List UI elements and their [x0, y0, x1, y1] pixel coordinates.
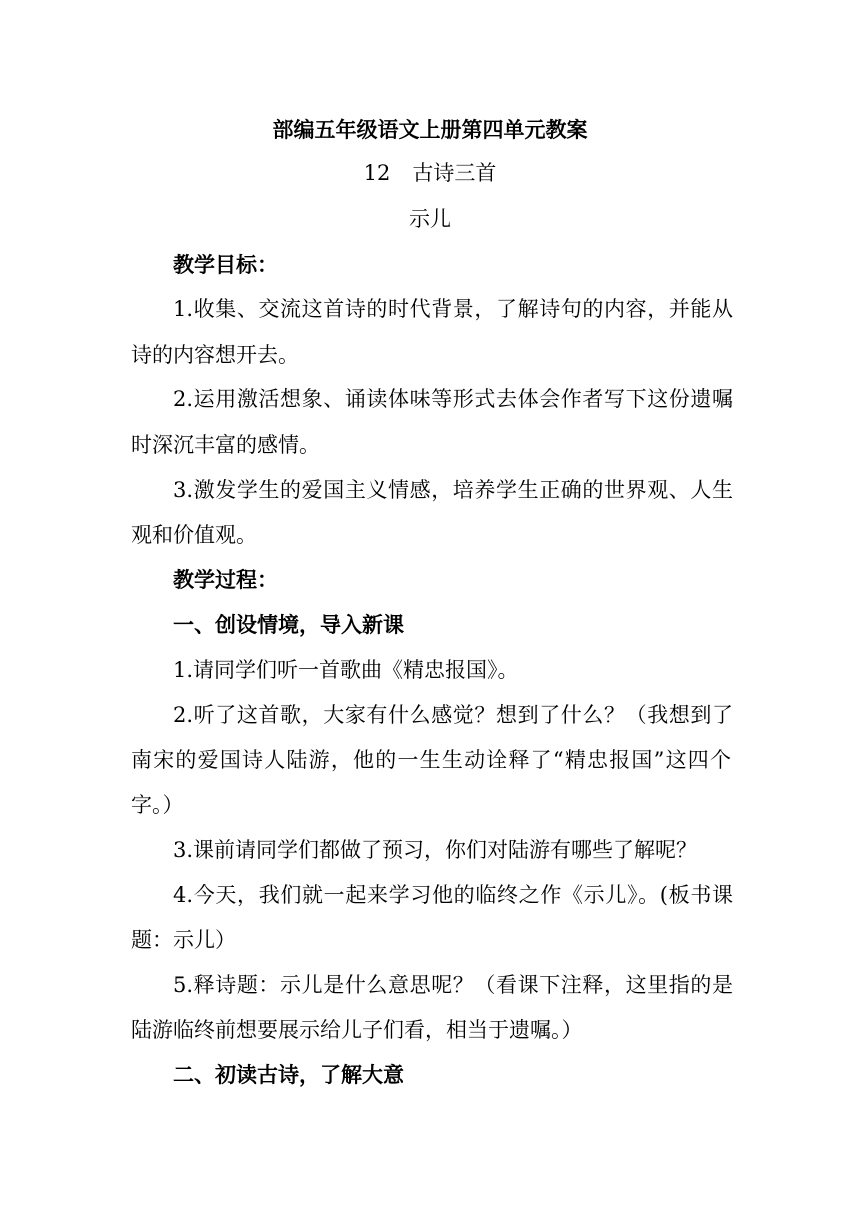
section-1-item-3: 3.课前请同学们都做了预习，你们对陆游有哪些了解呢？ [173, 838, 698, 862]
section-1-item-4-line-1: 4.今天，我们就一起来学习他的临终之作《示儿》。(板书课 [173, 883, 733, 907]
objective-3-line-2: 观和价值观。 [131, 523, 257, 547]
objective-1-line-2: 诗的内容想开去。 [131, 343, 299, 367]
section-1-item-1: 1.请同学们听一首歌曲《精忠报国》。 [173, 658, 519, 682]
section-1-heading: 一、创设情境，导入新课 [173, 613, 404, 637]
lesson-name: 古诗三首 [412, 161, 497, 185]
section-1-item-2-line-1: 2.听了这首歌，大家有什么感觉？想到了什么？（我想到了 [173, 703, 733, 727]
objective-1-line-1: 1.收集、交流这首诗的时代背景，了解诗句的内容，并能从 [173, 297, 733, 321]
objectives-heading: 教学目标： [173, 253, 278, 277]
section-1-item-5-line-2: 陆游临终前想要展示给儿子们看，相当于遗嘱。） [131, 1018, 583, 1042]
document-title: 部编五年级语文上册第四单元教案 [272, 118, 588, 142]
section-1-item-4-line-2: 题：示儿） [131, 928, 236, 952]
section-1-item-2-line-3: 字。） [131, 793, 184, 817]
objective-3-line-1: 3.激发学生的爱国主义情感，培养学生正确的世界观、人生 [173, 478, 733, 502]
section-1-item-2-line-2: 南宋的爱国诗人陆游，他的一生生动诠释了“精忠报国”这四个 [131, 748, 731, 772]
section-1-item-5-line-1: 5.释诗题：示儿是什么意思呢？（看课下注释，这里指的是 [173, 973, 733, 997]
objective-2-line-2: 时深沉丰富的感情。 [131, 433, 320, 457]
lesson-number: 12 [363, 161, 391, 185]
process-heading: 教学过程： [173, 568, 278, 592]
objective-2-line-1: 2.运用激活想象、诵读体味等形式去体会作者写下这份遗嘱 [173, 387, 733, 411]
poem-title: 示儿 [409, 207, 451, 231]
lesson-heading [0, 161, 860, 185]
section-2-heading: 二、初读古诗，了解大意 [173, 1063, 404, 1087]
